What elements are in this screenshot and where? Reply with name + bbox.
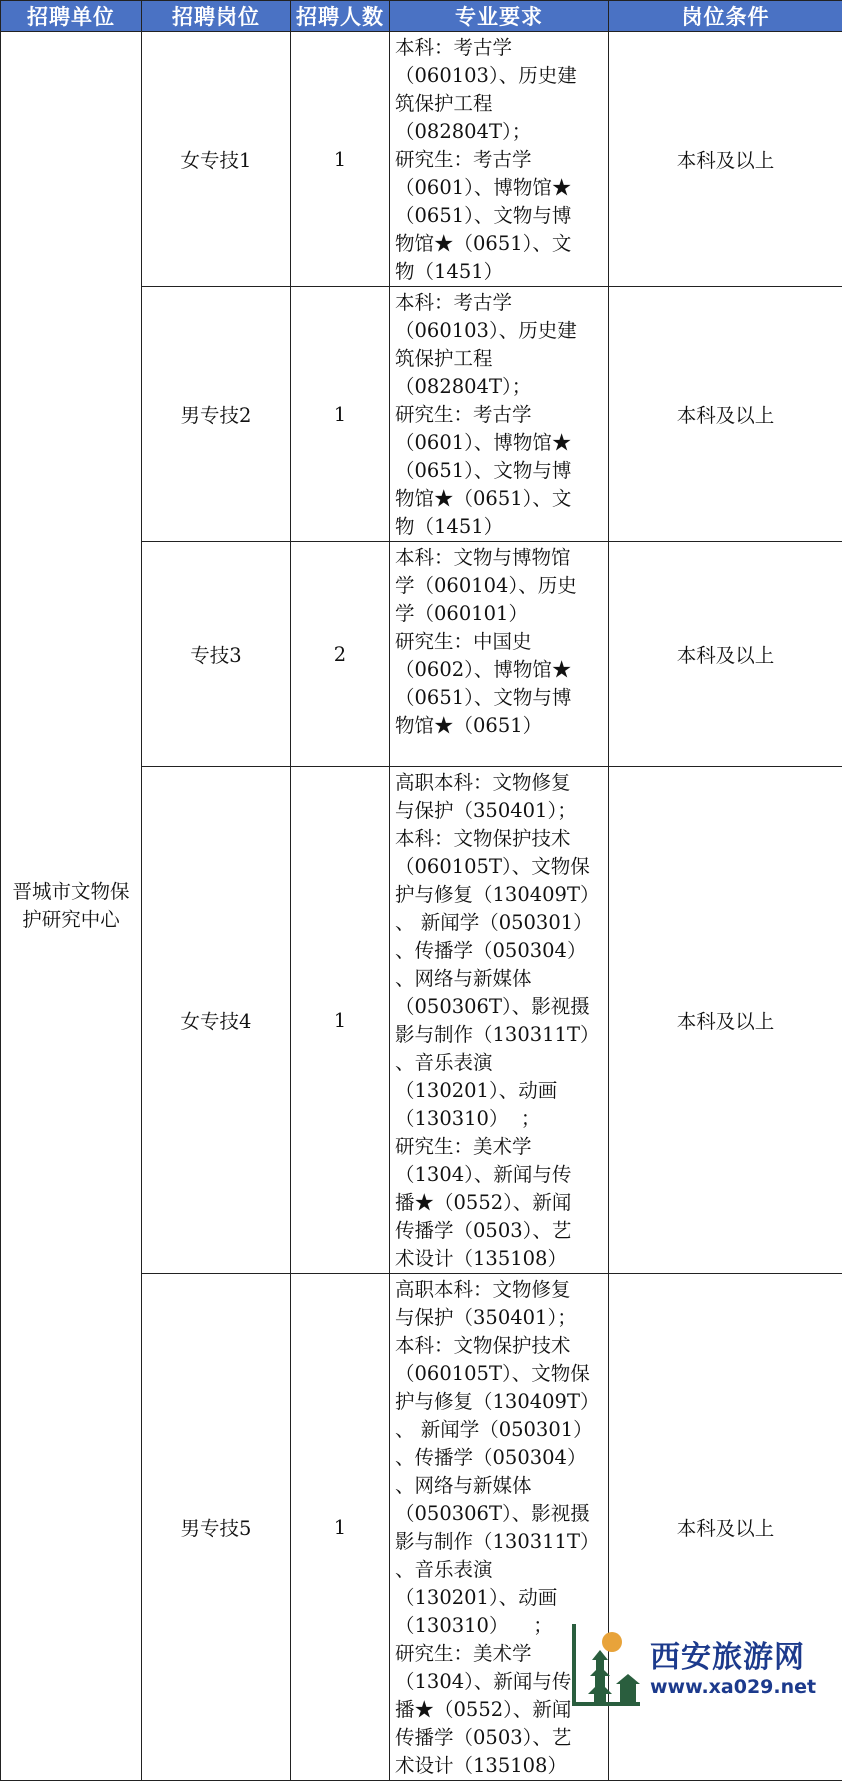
position-cell: 专技3 <box>142 542 291 767</box>
major-line: 学（060101） <box>395 600 604 628</box>
major-line: （050306T）、影视摄 <box>395 993 604 1021</box>
major-line: （130201）、动画 <box>395 1077 604 1105</box>
major-line: 、网络与新媒体 <box>395 965 604 993</box>
major-line: 研究生：美术学 <box>395 1640 604 1668</box>
count-cell: 1 <box>291 767 390 1274</box>
position-cell: 男专技5 <box>142 1274 291 1781</box>
position-cell: 女专技4 <box>142 767 291 1274</box>
major-cell <box>390 542 609 767</box>
major-line: 播★（0552）、新闻 <box>395 1189 604 1217</box>
major-line: 传播学（0503）、艺 <box>395 1217 604 1245</box>
site-watermark <box>570 1620 830 1730</box>
header-position: 招聘岗位 <box>142 1 291 32</box>
major-line: 播★（0552）、新闻 <box>395 1696 604 1724</box>
major-line: 研究生：考古学 <box>395 146 604 174</box>
major-line: 护与修复（130409T） <box>395 1388 604 1416</box>
header-unit: 招聘单位 <box>1 1 142 32</box>
watermark-url: www.xa029.net <box>650 1676 816 1698</box>
major-line: （082804T）； <box>395 373 604 401</box>
major-line: 研究生：中国史 <box>395 628 604 656</box>
major-line: 术设计（135108） <box>395 1752 604 1780</box>
major-line: 与保护（350401）； <box>395 1304 604 1332</box>
major-line: 与保护（350401）； <box>395 797 604 825</box>
major-line: 研究生：美术学 <box>395 1133 604 1161</box>
major-line: （060103）、历史建 <box>395 62 604 90</box>
major-line: 传播学（0503）、艺 <box>395 1724 604 1752</box>
major-line: 护与修复（130409T） <box>395 881 604 909</box>
major-line: （082804T）； <box>395 118 604 146</box>
major-cell <box>390 32 609 287</box>
major-line: （0601）、博物馆★ <box>395 429 604 457</box>
major-line: 、传播学（050304） <box>395 1444 604 1472</box>
major-line: 学（060104）、历史 <box>395 572 604 600</box>
major-line: 本科：文物保护技术 <box>395 825 604 853</box>
position-cell: 男专技2 <box>142 287 291 542</box>
major-line: （0601）、博物馆★ <box>395 174 604 202</box>
header-condition: 岗位条件 <box>609 1 842 32</box>
major-line: 术设计（135108） <box>395 1245 604 1273</box>
major-line: 物馆★（0651） <box>395 712 604 740</box>
major-line: 、音乐表演 <box>395 1556 604 1584</box>
major-line: 高职本科：文物修复 <box>395 769 604 797</box>
count-cell: 1 <box>291 287 390 542</box>
count-cell: 2 <box>291 542 390 767</box>
major-line: 物馆★（0651）、文 <box>395 230 604 258</box>
major-line: （0602）、博物馆★ <box>395 656 604 684</box>
major-line: 研究生：考古学 <box>395 401 604 429</box>
major-line: 影与制作（130311T） <box>395 1528 604 1556</box>
major-line: 、音乐表演 <box>395 1049 604 1077</box>
major-line: （060105T）、文物保 <box>395 853 604 881</box>
major-cell <box>390 767 609 1274</box>
major-line: 、传播学（050304） <box>395 937 604 965</box>
major-line: （130310） ； <box>395 1105 604 1133</box>
position-cell: 女专技1 <box>142 32 291 287</box>
major-line: 、 新闻学（050301） <box>395 1416 604 1444</box>
major-line: 物（1451） <box>395 513 604 541</box>
major-line: （060105T）、文物保 <box>395 1360 604 1388</box>
major-line: 高职本科：文物修复 <box>395 1276 604 1304</box>
condition-cell: 本科及以上 <box>609 287 842 542</box>
major-line: 、 新闻学（050301） <box>395 909 604 937</box>
major-line: 本科：考古学 <box>395 34 604 62</box>
condition-cell: 本科及以上 <box>609 767 842 1274</box>
major-line: 、网络与新媒体 <box>395 1472 604 1500</box>
table-row <box>1 32 842 287</box>
count-cell: 1 <box>291 32 390 287</box>
unit-cell: 晋城市文物保护研究中心 <box>1 32 142 1781</box>
major-line: 物（1451） <box>395 258 604 286</box>
major-line: 本科：考古学 <box>395 289 604 317</box>
major-line: 筑保护工程 <box>395 90 604 118</box>
major-line: 筑保护工程 <box>395 345 604 373</box>
condition-cell: 本科及以上 <box>609 542 842 767</box>
header-row <box>1 1 842 32</box>
major-line: 物馆★（0651）、文 <box>395 485 604 513</box>
major-line: （130201）、动画 <box>395 1584 604 1612</box>
major-line: （0651）、文物与博 <box>395 457 604 485</box>
watermark-title: 西安旅游网 <box>650 1632 805 1676</box>
major-line: （130310） ； <box>395 1612 604 1640</box>
major-line: （0651）、文物与博 <box>395 684 604 712</box>
major-line: （1304）、新闻与传 <box>395 1668 604 1696</box>
pagoda-logo-icon <box>570 1620 646 1710</box>
header-count: 招聘人数 <box>291 1 390 32</box>
major-line: （1304）、新闻与传 <box>395 1161 604 1189</box>
major-line: 本科：文物与博物馆 <box>395 544 604 572</box>
major-line: （060103）、历史建 <box>395 317 604 345</box>
major-line: （050306T）、影视摄 <box>395 1500 604 1528</box>
header-major: 专业要求 <box>390 1 609 32</box>
condition-cell: 本科及以上 <box>609 32 842 287</box>
condition-cell: 本科及以上 <box>609 1274 842 1781</box>
major-line: 本科：文物保护技术 <box>395 1332 604 1360</box>
major-cell <box>390 287 609 542</box>
count-cell: 1 <box>291 1274 390 1781</box>
major-line: 影与制作（130311T） <box>395 1021 604 1049</box>
major-line: （0651）、文物与博 <box>395 202 604 230</box>
